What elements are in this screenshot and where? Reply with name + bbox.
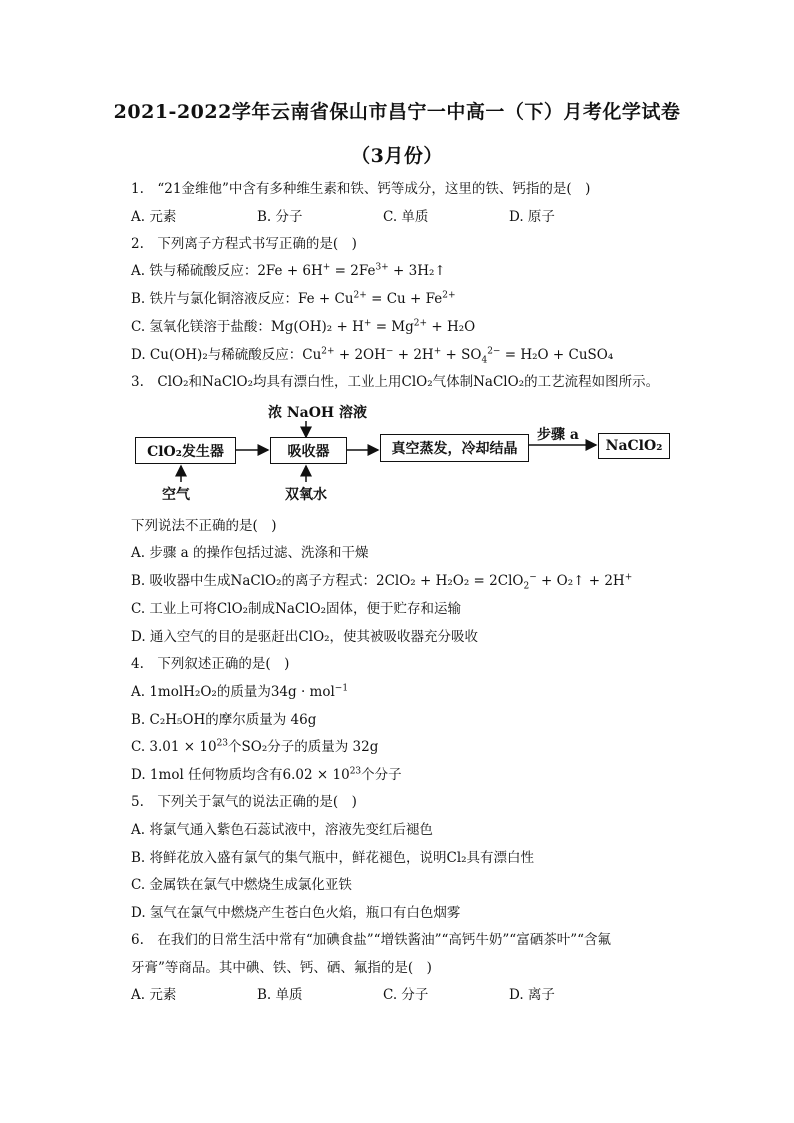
q3-option-c: C. 工业上可将ClO₂制成NaClO₂固体，便于贮存和运输 — [131, 601, 462, 617]
q6-stem-line1: 6. 在我们的日常生活中常有“加碘食盐”“增铁酱油”“高钙牛奶”“富硒茶叶”“含氟 — [131, 932, 611, 948]
q6-option-a: A. 元素 — [131, 987, 177, 1003]
q4-option-a: A. 1molH₂O₂的质量为34g · mol$^{-1}$ — [131, 683, 349, 700]
q2-option-d: D. Cu(OH)₂与稀硫酸反应：$Cu^{2+} + 2OH^- + 2H^+ + SO_4^{2-} = H_2O$ + CuSO₄ — [131, 346, 614, 366]
q3-option-a: A. 步骤 a 的操作包括过滤、洗涤和干燥 — [131, 545, 369, 561]
q5-option-a: A. 将氯气通入紫色石蕊试液中，溶液先变红后褪色 — [131, 822, 433, 838]
hydrogen-peroxide-label: 双氧水 — [285, 487, 327, 503]
q2-option-a: A. 铁与稀硫酸反应：$2Fe + 6H^+ = 2Fe^{3+}$ + 3H₂↑ — [131, 262, 446, 279]
absorber-box: 吸收器 — [270, 437, 347, 464]
q2-option-b: B. 铁片与氯化铜溶液反应：$Fe + Cu^{2+} = Cu + Fe^{2+}$ — [131, 290, 456, 307]
q3-stem: 3. ClO₂和NaClO₂均具有漂白性，工业上用ClO₂气体制NaClO₂的工艺流程如图所示。 — [131, 374, 660, 390]
q1-option-b: B. 分子 — [257, 209, 303, 225]
paper-subtitle: （3月份） — [351, 145, 443, 167]
q6-option-d: D. 离子 — [509, 987, 555, 1003]
q5-option-c: C. 金属铁在氯气中燃烧生成氯化亚铁 — [131, 877, 352, 893]
q4-option-b: B. C₂H₅OH的摩尔质量为 46g — [131, 712, 317, 728]
q1-option-c: C. 单质 — [383, 209, 429, 225]
q4-stem: 4. 下列叙述正确的是( ) — [131, 656, 290, 672]
evaporation-crystallization-box: 真空蒸发，冷却结晶 — [380, 434, 529, 462]
q5-stem: 5. 下列关于氯气的说法正确的是( ) — [131, 794, 357, 810]
q3-option-b: B. 吸收器中生成NaClO₂的离子方程式：2ClO₂ + H₂O₂ = 2ClO$_2$− + O₂↑ + 2H+ — [131, 572, 633, 592]
q2-stem: 2. 下列离子方程式书写正确的是( ) — [131, 236, 357, 252]
q6-option-c: C. 分子 — [383, 987, 429, 1003]
q1-option-a: A. 元素 — [131, 209, 177, 225]
q5-option-b: B. 将鲜花放入盛有氯气的集气瓶中，鲜花褪色，说明Cl₂具有漂白性 — [131, 850, 535, 866]
clo2-generator-box: ClO₂发生器 — [135, 437, 236, 464]
q1-stem: 1. “21金维他”中含有多种维生素和铁、钙等成分，这里的铁、钙指的是( ) — [131, 181, 591, 197]
naoh-solution-label: 浓 NaOH 溶液 — [268, 405, 368, 421]
q6-stem-line2: 牙膏”等商品。其中碘、铁、钙、硒、氟指的是( ) — [131, 960, 432, 976]
q5-option-d: D. 氢气在氯气中燃烧产生苍白色火焰，瓶口有白色烟雾 — [131, 905, 461, 921]
naclo2-product-box: NaClO₂ — [598, 433, 670, 459]
q4-option-c: C. $3.01 \times 10^{23}$个SO₂分子的质量为 32g — [131, 738, 379, 755]
step-a-label: 步骤 a — [537, 427, 579, 443]
q3-option-d: D. 通入空气的目的是驱赶出ClO₂，使其被吸收器充分吸收 — [131, 629, 479, 645]
q2-option-c: C. 氢氧化镁溶于盐酸：$Mg(OH)_2 + H^+ = Mg^{2+} + H_2O$ — [131, 318, 476, 335]
paper-title: 2021-2022学年云南省保山市昌宁一中高一（下）月考化学试卷 — [113, 101, 681, 123]
q6-option-b: B. 单质 — [257, 987, 303, 1003]
air-label: 空气 — [162, 487, 190, 503]
q3-question: 下列说法不正确的是( ) — [131, 518, 277, 534]
q1-option-d: D. 原子 — [509, 209, 555, 225]
q4-option-d: D. 1mol 任何物质均含有$6.02 \times 10^{23}$个分子 — [131, 766, 402, 783]
